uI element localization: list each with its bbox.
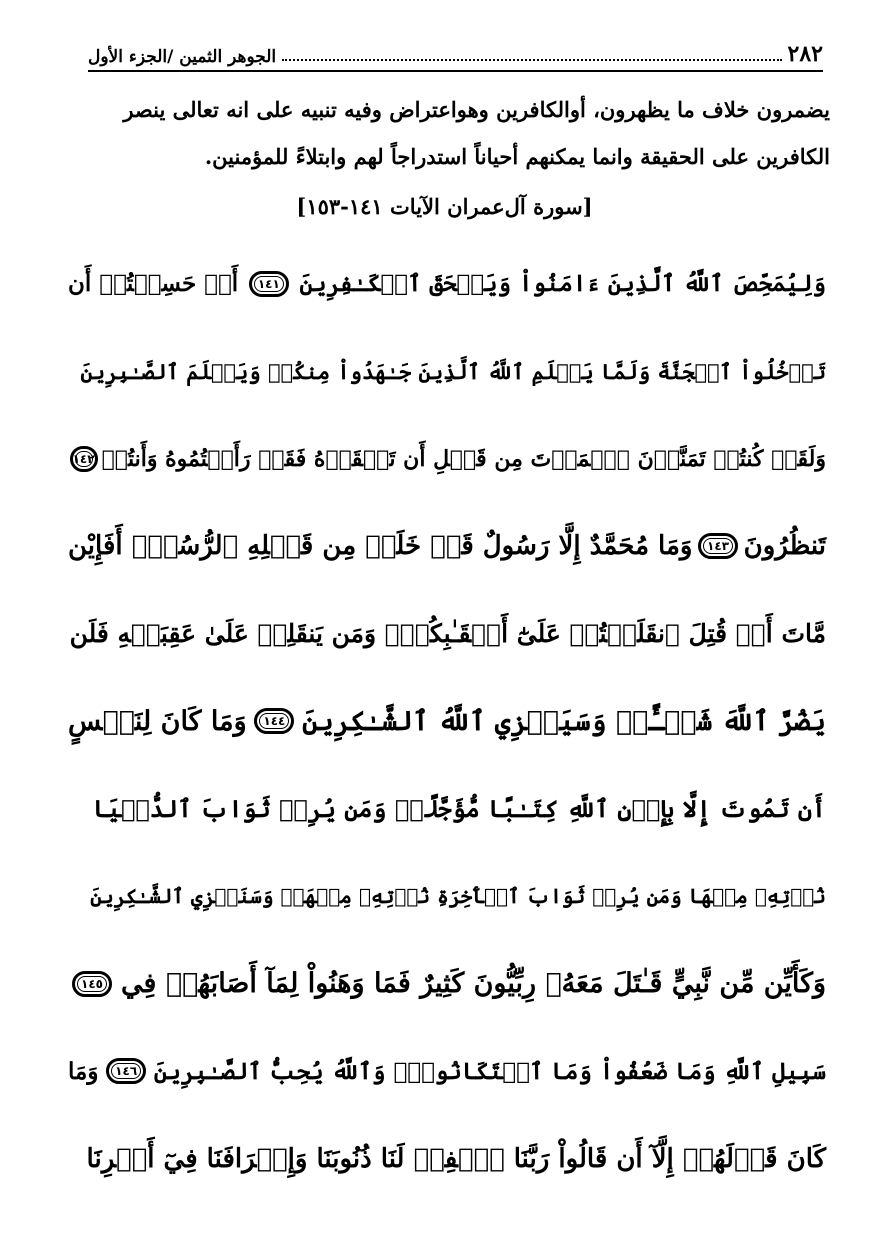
book-title: الجوهر الثمين /الجزء الأول <box>88 47 277 67</box>
ayah-marker: ١٤٣ <box>698 533 738 559</box>
quran-line <box>68 328 826 416</box>
quran-line <box>68 940 826 1028</box>
quran-line <box>68 1115 826 1203</box>
verse-text: تَنظُرُونَ <box>743 531 826 562</box>
ayah-marker: ١٤٦ <box>106 1058 146 1084</box>
quran-line <box>68 240 826 328</box>
ayah-marker: ١٤٢ <box>70 446 98 472</box>
verse-text: وَلَقَدۡ كُنتُمۡ تَمَنَّوۡنَ ٱلۡمَوۡتَ مِن قَبۡلِ أَن تَلۡقَوۡهُ فَقَدۡ رَأَيۡتُمُوهُ وَأَنتُمۡ <box>101 445 826 472</box>
verse-text: وَمَا مُحَمَّدٌ إِلَّا رَسُولٌ قَدۡ خَلَتۡ مِن قَبۡلِهِ ٱلرُّسُلُۚ أَفَإِيْن <box>68 531 693 562</box>
verse-text: يَضُرَّ ٱللَّهَ شَيۡـًٔاۗ وَسَيَجۡزِي ٱللَّهُ ٱلشَّـٰكِرِينَ <box>302 705 826 737</box>
verse-text: سَبِيلِ ٱللَّهِ وَمَا ضَعُفُواْ وَمَا ٱسۡتَكَانُواْۗ وَٱللَّهُ يُحِبُّ ٱلصَّـٰبِرِينَ <box>153 1057 826 1085</box>
commentary-paragraph <box>78 86 830 180</box>
quran-line <box>68 678 826 766</box>
running-header <box>88 38 823 72</box>
quran-line <box>68 503 826 591</box>
surah-heading: [سورة آل‌عمران الآيات ١٤١-١٥٣] <box>296 194 593 219</box>
quran-line <box>68 590 826 678</box>
quran-text <box>68 240 826 1203</box>
quran-line <box>68 415 826 503</box>
verse-text: مَّاتَ أَوۡ قُتِلَ ٱنقَلَبۡتُمۡ عَلَىٰٓ أَعۡقَـٰبِكُمۡۚ وَمَن يَنقَلِبۡ عَلَىٰ عَقِبَيۡهِ فَلَن <box>69 619 826 649</box>
ayah-marker: ١٤١ <box>249 271 289 297</box>
page-number: ٢٨٢ <box>787 41 823 67</box>
verse-text: وَمَا <box>68 1057 99 1085</box>
verse-text: أَن تَمُوتَ إِلَّا بِإِذۡنِ ٱللَّهِ كِتَـٰبًا مُّؤَجَّلًاۗ وَمَن يُرِدۡ ثَوَابَ ٱلدُّنۡيَا <box>92 794 826 824</box>
verse-text: وَمَا كَانَ لِنَفۡسٍ <box>68 705 247 737</box>
ayah-marker: ١٤٤ <box>254 708 294 734</box>
verse-text: نُؤۡتِهِۦ مِنۡهَا وَمَن يُرِدۡ ثَوَابَ ٱلۡأٓخِرَةِ نُؤۡتِهِۦ مِنۡهَاۚ وَسَنَجۡزِي ٱلشَّـٰكِرِينَ <box>90 884 826 909</box>
quran-line <box>68 1028 826 1116</box>
commentary-line: يضمرون خلاف ما يظهرون، أوالكافرين وهواعتراض وفيه تنبيه على انه تعالى ينصر <box>123 97 830 122</box>
commentary-line: الكافرين على الحقيقة وانما يمكنهم أحياناً استدراجاً لهم وابتلاءً للمؤمنين. <box>204 144 830 169</box>
verse-text: كَانَ قَوۡلَهُمۡ إِلَّآ أَن قَالُواْ رَبَّنَا ٱغۡفِرۡ لَنَا ذُنُوبَنَا وَإِسۡرَافَنَا فِيٓ أَمۡرِنَا <box>86 1143 826 1174</box>
verse-text: أَمۡ حَسِبۡتُمۡ أَن <box>68 270 239 298</box>
verse-text: تَدۡخُلُواْ ٱلۡجَنَّةَ وَلَمَّا يَعۡلَمِ ٱللَّهُ ٱلَّذِينَ جَـٰهَدُواْ مِنكُمۡ وَيَعۡلَمَ ٱلصَّـٰبِرِينَ <box>80 358 826 384</box>
quran-line <box>68 765 826 853</box>
quran-line <box>68 853 826 941</box>
header-leader-dots <box>282 59 781 61</box>
ayah-marker: ١٤٥ <box>72 971 112 997</box>
verse-text: وَلِيُمَحِّصَ ٱللَّهُ ٱلَّذِينَ ءَامَنُواْ وَيَمۡحَقَ ٱلۡكَـٰفِرِينَ <box>299 270 826 298</box>
verse-text: وَكَأَيِّن مِّن نَّبِيٍّ قَـٰتَلَ مَعَهُۥ رِبِّيُّونَ كَثِيرٌ فَمَا وَهَنُواْ لِمَآ أَصَابَهُمۡ فِي <box>121 968 826 1000</box>
